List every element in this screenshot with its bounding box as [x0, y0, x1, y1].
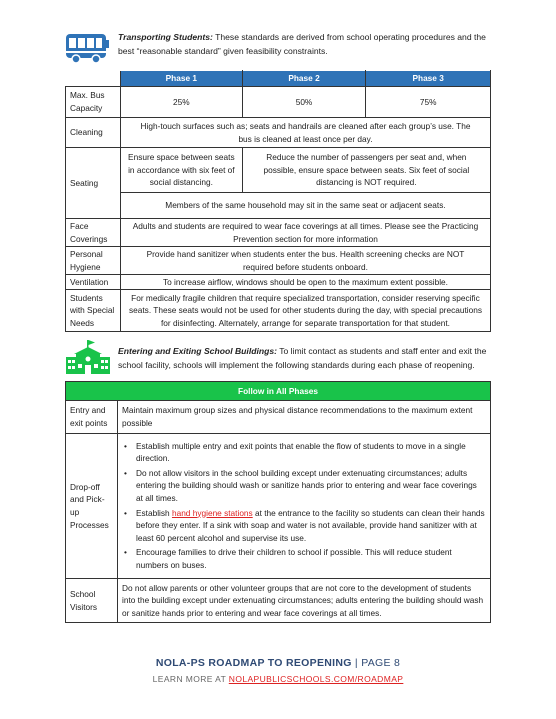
bullet3-pre: Establish	[135, 507, 172, 518]
bus-capacity-phase1: 25%	[120, 87, 242, 118]
bus-capacity-phase3: 75%	[366, 87, 491, 118]
seating-phase23: Reduce the number of passengers per seat and, when possible, ensure space between seats. Six feet of social distancing is NOT required.	[242, 148, 490, 193]
transport-intro-title: Transporting Students:	[118, 32, 213, 42]
list-item: • Establish multiple entry and exit points that enable the flow of students to move in a single direction.	[122, 440, 486, 465]
hygiene-label: Personal Hygiene	[66, 247, 121, 275]
entry-exit-row	[66, 401, 491, 434]
face-coverings-row	[66, 219, 491, 247]
bullet3-post: at the entrance to the facility so students can clean their hands before they enter. If a sink with soap and water is not available, provide hand sanitizer with at least 60 percent alcohol and supervise its use.	[135, 507, 485, 543]
entering-intro	[66, 344, 496, 379]
face-coverings-label: Face Coverings	[66, 219, 121, 247]
footer-page-number: PAGE 8	[361, 657, 401, 669]
seating-phase1: Ensure space between seats in accordance with six feet of social distancing.	[120, 148, 242, 193]
transport-header-row	[66, 71, 491, 87]
face-coverings-text: Adults and students are required to wear face coverings at all times. Please see the Practicing Prevention section for more information	[120, 219, 490, 247]
phase2-header: Phase 2	[242, 71, 366, 87]
transport-intro-body: These standards are derived from school operating procedures and the best “reasonable standard” given feasibility constraints.	[118, 32, 486, 56]
list-item	[122, 507, 486, 545]
bus-capacity-label: Max. Bus Capacity	[66, 87, 121, 118]
dropoff-label: Drop-off and Pick-up Processes	[66, 434, 118, 579]
seating-household-row	[66, 193, 491, 219]
cleaning-label: Cleaning	[66, 118, 121, 148]
entering-header-row	[66, 382, 491, 401]
list-item: • Encourage families to drive their children to school if possible. This will reduce student numbers on buses.	[122, 546, 486, 571]
bus-capacity-row	[66, 87, 491, 118]
footer-roadmap-link[interactable]: NOLAPUBLICSCHOOLS.COM/ROADMAP	[228, 674, 404, 684]
follow-all-phases-header: Follow in All Phases	[66, 382, 491, 401]
special-needs-row	[66, 290, 491, 332]
entering-intro-body: To limit contact as students and staff enter and exit the school facility, schools will implement the following standards during each phase of reopening.	[118, 346, 487, 370]
hygiene-row	[66, 247, 491, 275]
transport-table	[65, 70, 491, 332]
entering-table	[65, 381, 491, 623]
ventilation-label: Ventilation	[66, 275, 121, 290]
school-icon	[66, 340, 110, 379]
visitors-row	[66, 579, 491, 623]
entry-exit-text: Maintain maximum group sizes and physical distance recommendations to the maximum extent possible	[117, 401, 490, 434]
visitors-label: School Visitors	[66, 579, 118, 623]
hand-hygiene-link[interactable]: hand hygiene stations	[171, 507, 253, 518]
bus-capacity-phase2: 50%	[242, 87, 366, 118]
empty-corner	[66, 71, 121, 87]
entering-intro-text	[118, 344, 496, 372]
phase1-header: Phase 1	[120, 71, 242, 87]
entering-intro-title: Entering and Exiting School Buildings:	[118, 346, 277, 356]
seating-row	[66, 148, 491, 193]
footer-title	[0, 657, 556, 669]
special-needs-text: For medically fragile children that require specialized transportation, consider reserving specific seats. These seats would not be used for other students during the day, with special precautions for disinfecting. Alternately, arrange for separate transportation for that student.	[120, 290, 490, 332]
dropoff-row	[66, 434, 491, 579]
seating-label: Seating	[66, 148, 121, 219]
cleaning-text: High-touch surfaces such as; seats and handrails are cleaned after each group’s use. The bus is cleaned at least once per day.	[120, 118, 490, 148]
entry-exit-label: Entry and exit points	[66, 401, 118, 434]
seating-household: Members of the same household may sit in the same seat or adjacent seats.	[120, 193, 490, 219]
footer-separator: |	[351, 657, 362, 669]
dropoff-list	[122, 440, 486, 572]
ventilation-row	[66, 275, 491, 290]
transport-intro	[66, 30, 496, 69]
footer-roadmap-title: NOLA-PS ROADMAP TO REOPENING	[155, 657, 352, 669]
hygiene-text: Provide hand sanitizer when students enter the bus. Health screening checks are NOT required before students onboard.	[120, 247, 490, 275]
dropoff-bullets	[117, 434, 490, 579]
visitors-text: Do not allow parents or other volunteer groups that are not core to the development of students into the building except under extenuating circumstances; adults entering the building should wash or sanitize hands prior to entering and wear face coverings at all times.	[117, 579, 490, 623]
footer-learn-more	[0, 674, 556, 684]
cleaning-row	[66, 118, 491, 148]
list-item: • Do not allow visitors in the school building except under extenuating circumstances; adults entering the building should wash or sanitize hands prior to entering and wear face coverings at all times.	[122, 467, 486, 505]
ventilation-text: To increase airflow, windows should be open to the maximum extent possible.	[120, 275, 490, 290]
phase3-header: Phase 3	[366, 71, 491, 87]
footer-learn-text: LEARN MORE AT	[152, 674, 229, 684]
transport-intro-text	[118, 30, 496, 58]
special-needs-label: Students with Special Needs	[66, 290, 121, 332]
bus-icon	[66, 34, 110, 69]
